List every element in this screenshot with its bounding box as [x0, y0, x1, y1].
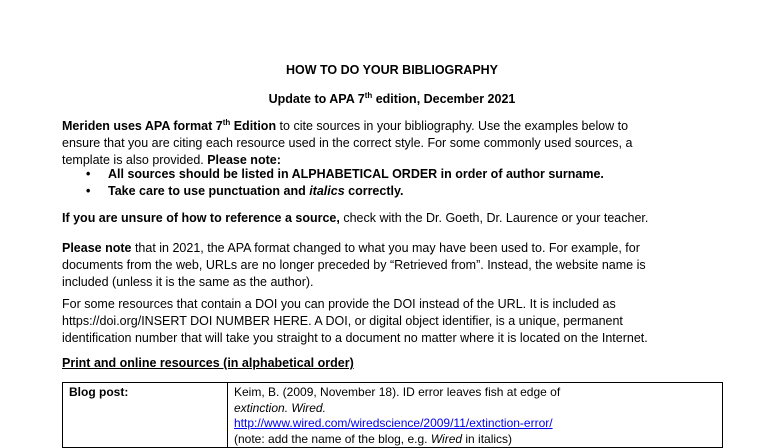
intro-bold-edition: Edition	[230, 119, 277, 133]
bullet2-pre: Take care to use punctuation and	[108, 184, 310, 198]
please-note-line3: included (unless it is the same as the author).	[62, 275, 314, 289]
bullet-alphabetical-order: • All sources should be listed in ALPHABETICAL ORDER in order of author surname.	[86, 166, 604, 183]
doi-line3: identification number that will take you straight to a document no matter where it is located on the Internet.	[62, 331, 648, 345]
resources-table	[62, 382, 723, 448]
doi-paragraph	[62, 296, 722, 347]
example-note-post: in italics)	[462, 431, 513, 446]
bullet2-italics: italics	[309, 184, 345, 198]
rules-bullet-list	[86, 166, 604, 200]
please-note-paragraph	[62, 240, 722, 291]
table-row	[63, 383, 723, 448]
please-note-bold: Please note	[62, 241, 132, 255]
table-cell-type: Blog post:	[63, 383, 228, 448]
update-subtitle-pre: Update to APA 7	[268, 92, 365, 106]
unsure-rest: check with the Dr. Goeth, Dr. Laurence or your teacher.	[339, 211, 649, 225]
intro-paragraph	[62, 118, 722, 169]
unsure-bold: If you are unsure of how to reference a source,	[62, 211, 340, 225]
document-title: HOW TO DO YOUR BIBLIOGRAPHY	[285, 63, 499, 77]
please-note-line1: that in 2021, the APA format changed to what you may have been used to. For example, for	[131, 241, 640, 255]
example-note-italic: Wired	[430, 431, 463, 446]
update-subtitle-post: edition, December 2021	[372, 92, 516, 106]
doi-line1: For some resources that contain a DOI you can provide the DOI instead of the URL. It is included as	[62, 297, 616, 311]
intro-bold-format: Meriden uses APA format 7	[62, 119, 223, 133]
bullet-punctuation-italics	[86, 183, 604, 200]
update-subtitle-sup: th	[364, 91, 373, 100]
unsure-paragraph	[62, 210, 722, 227]
example-link[interactable]: http://www.wired.com/wiredscience/2009/11/extinction-error/	[234, 416, 553, 430]
intro-line1-rest: to cite sources in your bibliography. Use the examples below to	[276, 119, 629, 133]
intro-sup: th	[222, 118, 231, 127]
update-subtitle	[0, 92, 784, 106]
example-note	[234, 432, 716, 448]
doi-line2: https://doi.org/INSERT DOI NUMBER HERE. A DOI, or digital object identifier, is a unique, permanent	[62, 314, 623, 328]
section-heading: Print and online resources (in alphabetical order)	[62, 356, 354, 370]
bullet2-post: correctly.	[344, 184, 404, 198]
example-line1: Keim, B. (2009, November 18). ID error leaves fish at edge of	[234, 385, 561, 399]
table-cell-example	[228, 383, 723, 448]
example-note-pre: (note: add the name of the blog, e.g.	[234, 431, 431, 446]
intro-line2: ensure that you are citing each resource used in the correct style. For some commonly used sources, a	[62, 136, 633, 150]
intro-line3-pre: template is also provided.	[62, 153, 208, 167]
intro-please-note: Please note:	[207, 153, 281, 167]
example-line2: extinction. Wired.	[234, 400, 326, 415]
please-note-line2: documents from the web, URLs are no longer preceded by “Retrieved from”. Instead, the website name is	[62, 258, 646, 272]
